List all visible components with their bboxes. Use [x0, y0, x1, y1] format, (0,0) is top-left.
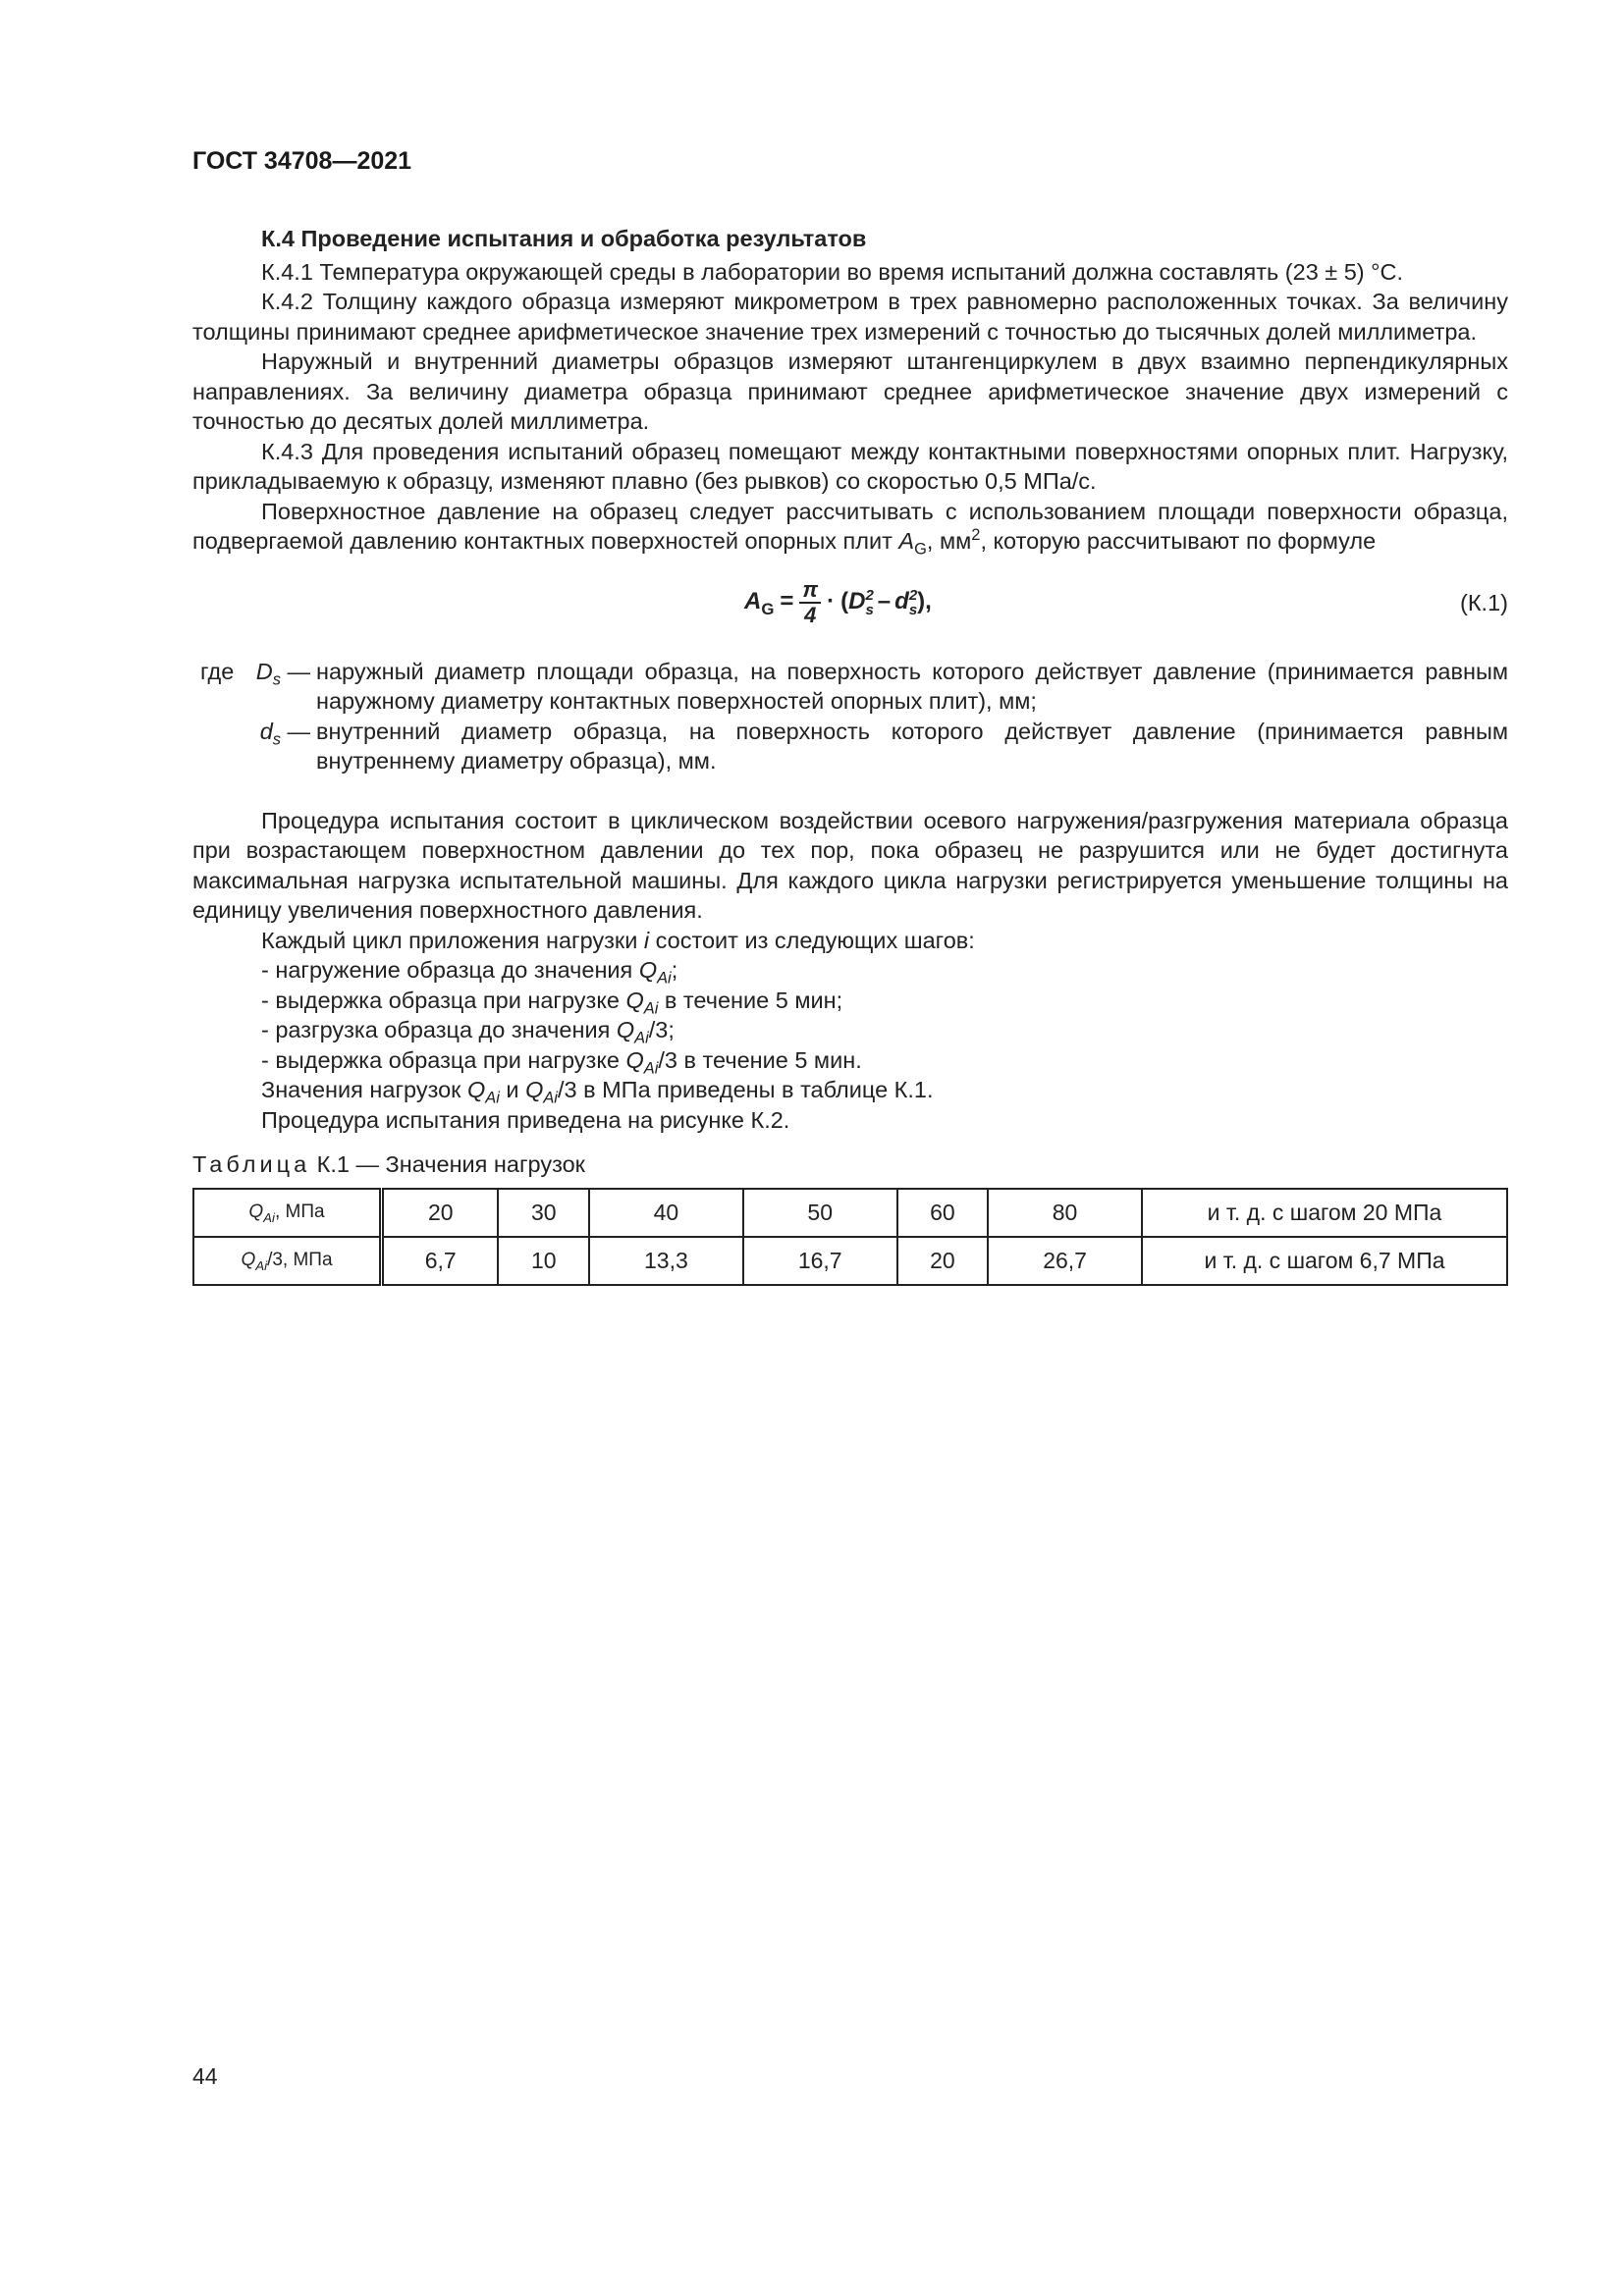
main-content	[192, 224, 1508, 1286]
paragraph-procedure: Процедура испытания состоит в циклическом воздействии осевого нагружения/разгружения материала образца при возрастающем поверхностном давлении до тех пор, пока образец не разрушится или не будет достигнута максимальная нагрузка испытательной машины. Для каждого цикла нагрузки регистрируется уменьшение толщины на единицу увеличения поверхностного давления.	[192, 807, 1508, 923]
step-3: - разгрузка образца до значения $Q_{Ai}/3$;	[261, 1017, 675, 1047]
table-cell: 13,3	[589, 1237, 743, 1285]
table-cell: 40	[589, 1189, 743, 1237]
document-number: ГОСТ 34708—2021	[192, 147, 412, 175]
table-reference: Значения нагрузок $Q_{Ai}$ и $Q_{Ai}/3$ в МПа приведены в таблице К.1.	[261, 1077, 934, 1107]
paragraph-diameters: Наружный и внутренний диаметры образцов измеряют штангенциркулем в двух взаимно перпендикулярных направлениях. За величину диаметра образца принимают среднее арифметическое значение двух измерений с точностью до десятых долей миллиметра.	[192, 348, 1508, 434]
paragraph-k43: К.4.3 Для проведения испытаний образец помещают между контактными поверхностями опорных плит. Нагрузку, прикладываемую к образцу, изменяют плавно (без рывков) со скоростью 0,5 МПа/с.	[192, 438, 1508, 494]
table-cell: 80	[988, 1189, 1142, 1237]
table-cell: и т. д. с шагом 20 МПа	[1142, 1189, 1507, 1237]
paragraph-k41: К.4.1 Температура окружающей среды в лаборатории во время испытаний должна составлять (23 ± 5) °С.	[261, 258, 1404, 285]
formula-legend	[192, 657, 1508, 776]
pi-over-four: $\frac{\pi}{4}$	[799, 578, 821, 627]
row-header-load-third: $Q_{Ai}/3$, МПа	[193, 1237, 382, 1285]
table-cell: 20	[382, 1189, 499, 1237]
figure-reference: Процедура испытания приведена на рисунке К.2.	[261, 1106, 790, 1133]
legend-item-inner-diameter: $d_s$ — внутренний диаметр образца, на поверхность которого действует давление (принимается равным внутреннему диаметру образца), мм.	[259, 718, 1508, 774]
table-row	[193, 1189, 1507, 1237]
paragraph-surface-pressure: Поверхностное давление на образец следует рассчитывать с использованием площади поверхности образца, подвергаемой давлению контактных поверхностей опорных плит $A_G$, $мм^2$, которую рассчитывают по формуле	[192, 498, 1508, 559]
table-cell: 20	[897, 1237, 989, 1285]
table-cell: 16,7	[743, 1237, 897, 1285]
legend-item-outer-diameter: где $D_s$ — наружный диаметр площади образца, на поверхность которого действует давление (принимается равным наружному диаметру контактных поверхностей опорных плит), мм;	[200, 658, 1508, 714]
section-title: К.4 Проведение испытания и обработка результатов	[261, 226, 867, 251]
table-cell: 50	[743, 1189, 897, 1237]
row-header-load: $Q_{Ai}$, МПа	[193, 1189, 382, 1237]
table-cell: 10	[498, 1237, 589, 1285]
step-2: - выдержка образца при нагрузке $Q_{Ai}$ в течение 5 мин;	[261, 987, 843, 1018]
table-cell: и т. д. с шагом 6,7 МПа	[1142, 1237, 1507, 1285]
formula-k1	[192, 566, 1508, 653]
paragraph-cycle-steps: Каждый цикл приложения нагрузки i состоит из следующих шагов:	[261, 927, 975, 953]
table-cell: 30	[498, 1189, 589, 1237]
step-4: - выдержка образца при нагрузке $Q_{Ai}/3$ в течение 5 мин.	[261, 1046, 862, 1078]
formula-expression: $A_G$ = $\frac{\pi}{4}$ · (D 2 s – d 2 s ),	[744, 576, 932, 627]
formula-number: (К.1)	[1460, 589, 1508, 615]
table-cell: 60	[897, 1189, 989, 1237]
table-row	[193, 1237, 1507, 1285]
page-number: 44	[192, 2063, 218, 2089]
paragraph-k42: К.4.2 Толщину каждого образца измеряют микрометром в трех равномерно расположенных точках. За величину толщины принимают среднее арифметическое значение трех измерений с точностью до тысячных долей миллиметра.	[192, 289, 1508, 345]
step-1: - нагружение образца до значения $Q_{Ai}$;	[261, 957, 678, 988]
table-caption: Таблица К.1 — Значения нагрузок	[192, 1151, 585, 1177]
loads-table	[192, 1188, 1508, 1286]
table-cell: 26,7	[988, 1237, 1142, 1285]
table-cell: 6,7	[382, 1237, 499, 1285]
